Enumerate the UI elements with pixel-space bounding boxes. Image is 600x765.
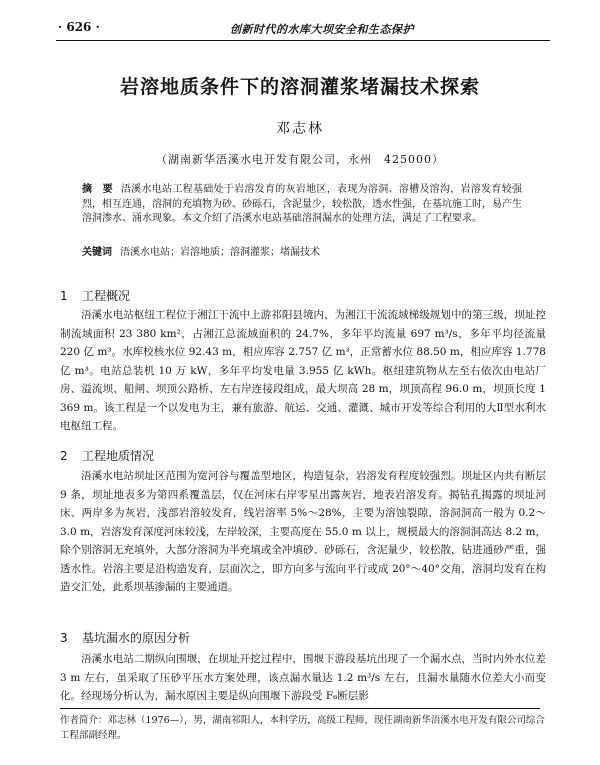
section-paragraph: 浯溪水电站二期纵向围堰，在坝址开挖过程中，围堰下游段基坑出现了一个漏水点，当时内外水位差 3 m 左右，虽采取了压砂平压水方案处理，该点漏水量达 1.2 m³/s 左右，且漏水量随水位差大小而变化。经现场分析认为，漏水原因主要是纵向围堰下游段受 F₆断层影 (60, 653, 546, 702)
abstract-text: 浯溪水电站工程基础处于岩溶发育的灰岩地区，表现为溶洞、溶槽及溶沟，岩溶发育较强烈，相互连通，溶洞的充填物为砂、砂砾石，含泥量少，较松散，透水性强，在基坑施工时，易产生溶洞渗水、涌水现象。本文介绍了浯溪水电站基础溶洞漏水的处理方法，满足了工程要求。 (82, 184, 523, 224)
section-title: 工程地质情况 (82, 449, 155, 463)
section-heading (60, 287, 130, 304)
section-number: 1 (60, 289, 68, 303)
section-title: 工程概况 (82, 289, 131, 303)
footnote-rule (60, 708, 540, 709)
paper-title: 岩溶地质条件下的溶洞灌浆堵漏技术探索 (119, 76, 480, 98)
abstract (82, 183, 522, 227)
header-rule (56, 40, 550, 41)
section-number: 3 (60, 631, 68, 645)
keywords-text: 浯溪水电站；岩溶地质；溶洞灌浆；堵漏技术 (120, 247, 320, 258)
section-heading (60, 447, 154, 464)
section-heading (60, 629, 190, 646)
running-header: 创新时代的水库大坝安全和生态保护 (230, 23, 414, 36)
page-number: · 626 · (58, 20, 100, 34)
section-paragraph: 浯溪水电站坝址区范围为宽河谷与覆盖型地区，构造复杂，岩溶发育程度较强烈。坝址区内共有断层 9 条，坝址地表多为第四系覆盖层，仅在河床右岸零星出露灰岩，地表岩溶发育。揭钻孔揭露的坝址河床、两岸多为灰岩，浅部岩溶较发育，线岩溶率 5%～28%，主要为溶蚀裂隙，溶洞洞高一般为 0.2～3.0 m，岩溶发育深度河床较浅，左岸较深，主要高度在 55.0 m 以上，规模最大的溶洞洞高达 8.2 m，除个别溶洞无充填外，大部分溶洞为半充填或全冲填砂、砂砾石，含泥量少，较松散，钻进通砂严重，强透水性。岩溶主要是沿构造发育，层面次之，即方向多与流向平行或成 20°～40°交角，溶洞均发育在构造交汇处，此系坝基渗漏的主要通道。 (60, 470, 546, 593)
author-name: 邓志林 (276, 121, 324, 137)
section-paragraph: 浯溪水电站枢纽工程位于湘江干流中上游祁阳县境内，为湘江干流流域梯级规划中的第三级，坝址控制流域面积 23 380 km²，占湘江总流域面积的 24.7%，多年平均流量 697 m³/s，多年平均径流量 220 亿 m³。水库校核水位 92.43 m，相应库容 2.757 亿 m³，正常蓄水位 88.50 m，相应库容 1.778 亿 m³。电站总装机 10 万 kW，多年平均发电量 3.955 亿 kWh。枢纽建筑物从左至右依次由电站厂房、溢流坝、船闸、坝顶公路桥、左右岸连接段组成，最大坝高 28 m，坝顶高程 96.0 m，坝顶长度 1 369 m。该工程是一个以发电为主，兼有旅游、航运、交通、灌溉、城市开发等综合利用的大Ⅱ型水利水电枢纽工程。 (60, 309, 546, 432)
abstract-label: 摘 要 (82, 184, 113, 195)
author-affiliation: （湖南新华浯溪水电开发有限公司，永州 425000） (156, 153, 444, 166)
keywords (82, 243, 522, 258)
author-footnote: 作者简介：邓志林（1976—），男，湖南祁阳人，本科学历，高级工程师，现任湖南新华浯溪水电开发有限公司综合工程部副经理。 (60, 715, 545, 741)
keywords-label: 关键词 (82, 247, 112, 258)
section-number: 2 (60, 449, 68, 463)
section-title: 基坑漏水的原因分析 (82, 631, 191, 645)
